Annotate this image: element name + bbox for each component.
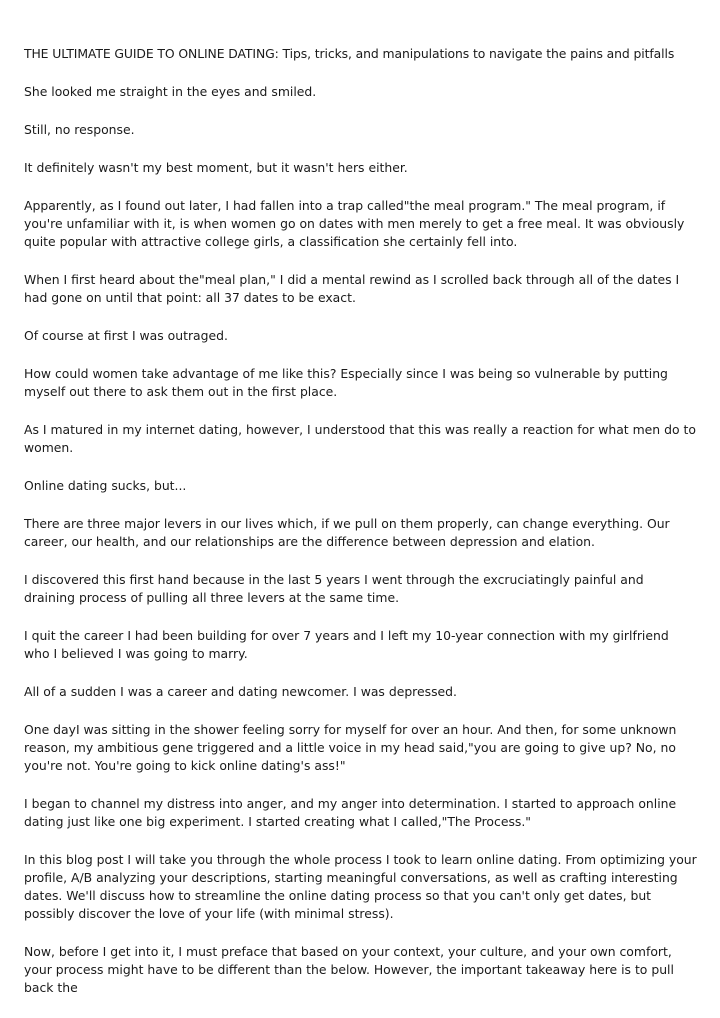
paragraph: I began to channel my distress into anger, and my anger into determination. I started to approach online dating just like one big experiment. I started creating what I called,"The Process." [24,796,677,829]
paragraph: It definitely wasn't my best moment, but it wasn't hers either. [24,160,408,175]
paragraph: There are three major levers in our lives which, if we pull on them properly, can change everything. Our career, our health, and our relationships are the difference between depression and elation. [24,516,670,549]
paragraph: One dayI was sitting in the shower feeling sorry for myself for over an hour. And then, for some unknown reason, my ambitious gene triggered and a little voice in my head said,"you are going to give up? No, no you're not. You're going to kick online dating's ass!" [24,722,677,773]
paragraph: Of course at first I was outraged. [24,328,228,343]
paragraph: When I first heard about the"meal plan," I did a mental rewind as I scrolled back through all of the dates I had gone on until that point: all 37 dates to be exact. [24,272,680,305]
paragraph: How could women take advantage of me like this? Especially since I was being so vulnerable by putting myself out there to ask them out in the first place. [24,366,668,399]
paragraph: I discovered this first hand because in the last 5 years I went through the excruciatingly painful and draining process of pulling all three levers at the same time. [24,572,644,605]
paragraph: Online dating sucks, but... [24,478,187,493]
paragraph: Now, before I get into it, I must preface that based on your context, your culture, and your own comfort, your process might have to be different than the below. However, the important takeaway here is to pull back the [24,944,674,995]
paragraph: I quit the career I had been building for over 7 years and I left my 10-year connection with my girlfriend who I believed I was going to marry. [24,628,669,661]
paragraph: All of a sudden I was a career and dating newcomer. I was depressed. [24,684,457,699]
paragraph: Still, no response. [24,122,135,137]
paragraph: She looked me straight in the eyes and smiled. [24,84,317,99]
paragraph: In this blog post I will take you through the whole process I took to learn online dating. From optimizing your profile, A/B analyzing your descriptions, starting meaningful conversations, as well as crafting interesting dates. We'll discuss how to streamline the online dating process so that you can't only get dates, but possibly discover the love of your life (with minimal stress). [24,852,697,921]
paragraph: Apparently, as I found out later, I had fallen into a trap called"the meal program." The meal program, if you're unfamiliar with it, is when women go on dates with men merely to get a free meal. It was obviously quite popular with attractive college girls, a classification she certainly fell into. [24,198,685,249]
document-body [24,45,698,1017]
paragraph: As I matured in my internet dating, however, I understood that this was really a reaction for what men do to women. [24,422,696,455]
document-title: THE ULTIMATE GUIDE TO ONLINE DATING: Tips, tricks, and manipulations to navigate the pains and pitfalls [24,46,675,61]
